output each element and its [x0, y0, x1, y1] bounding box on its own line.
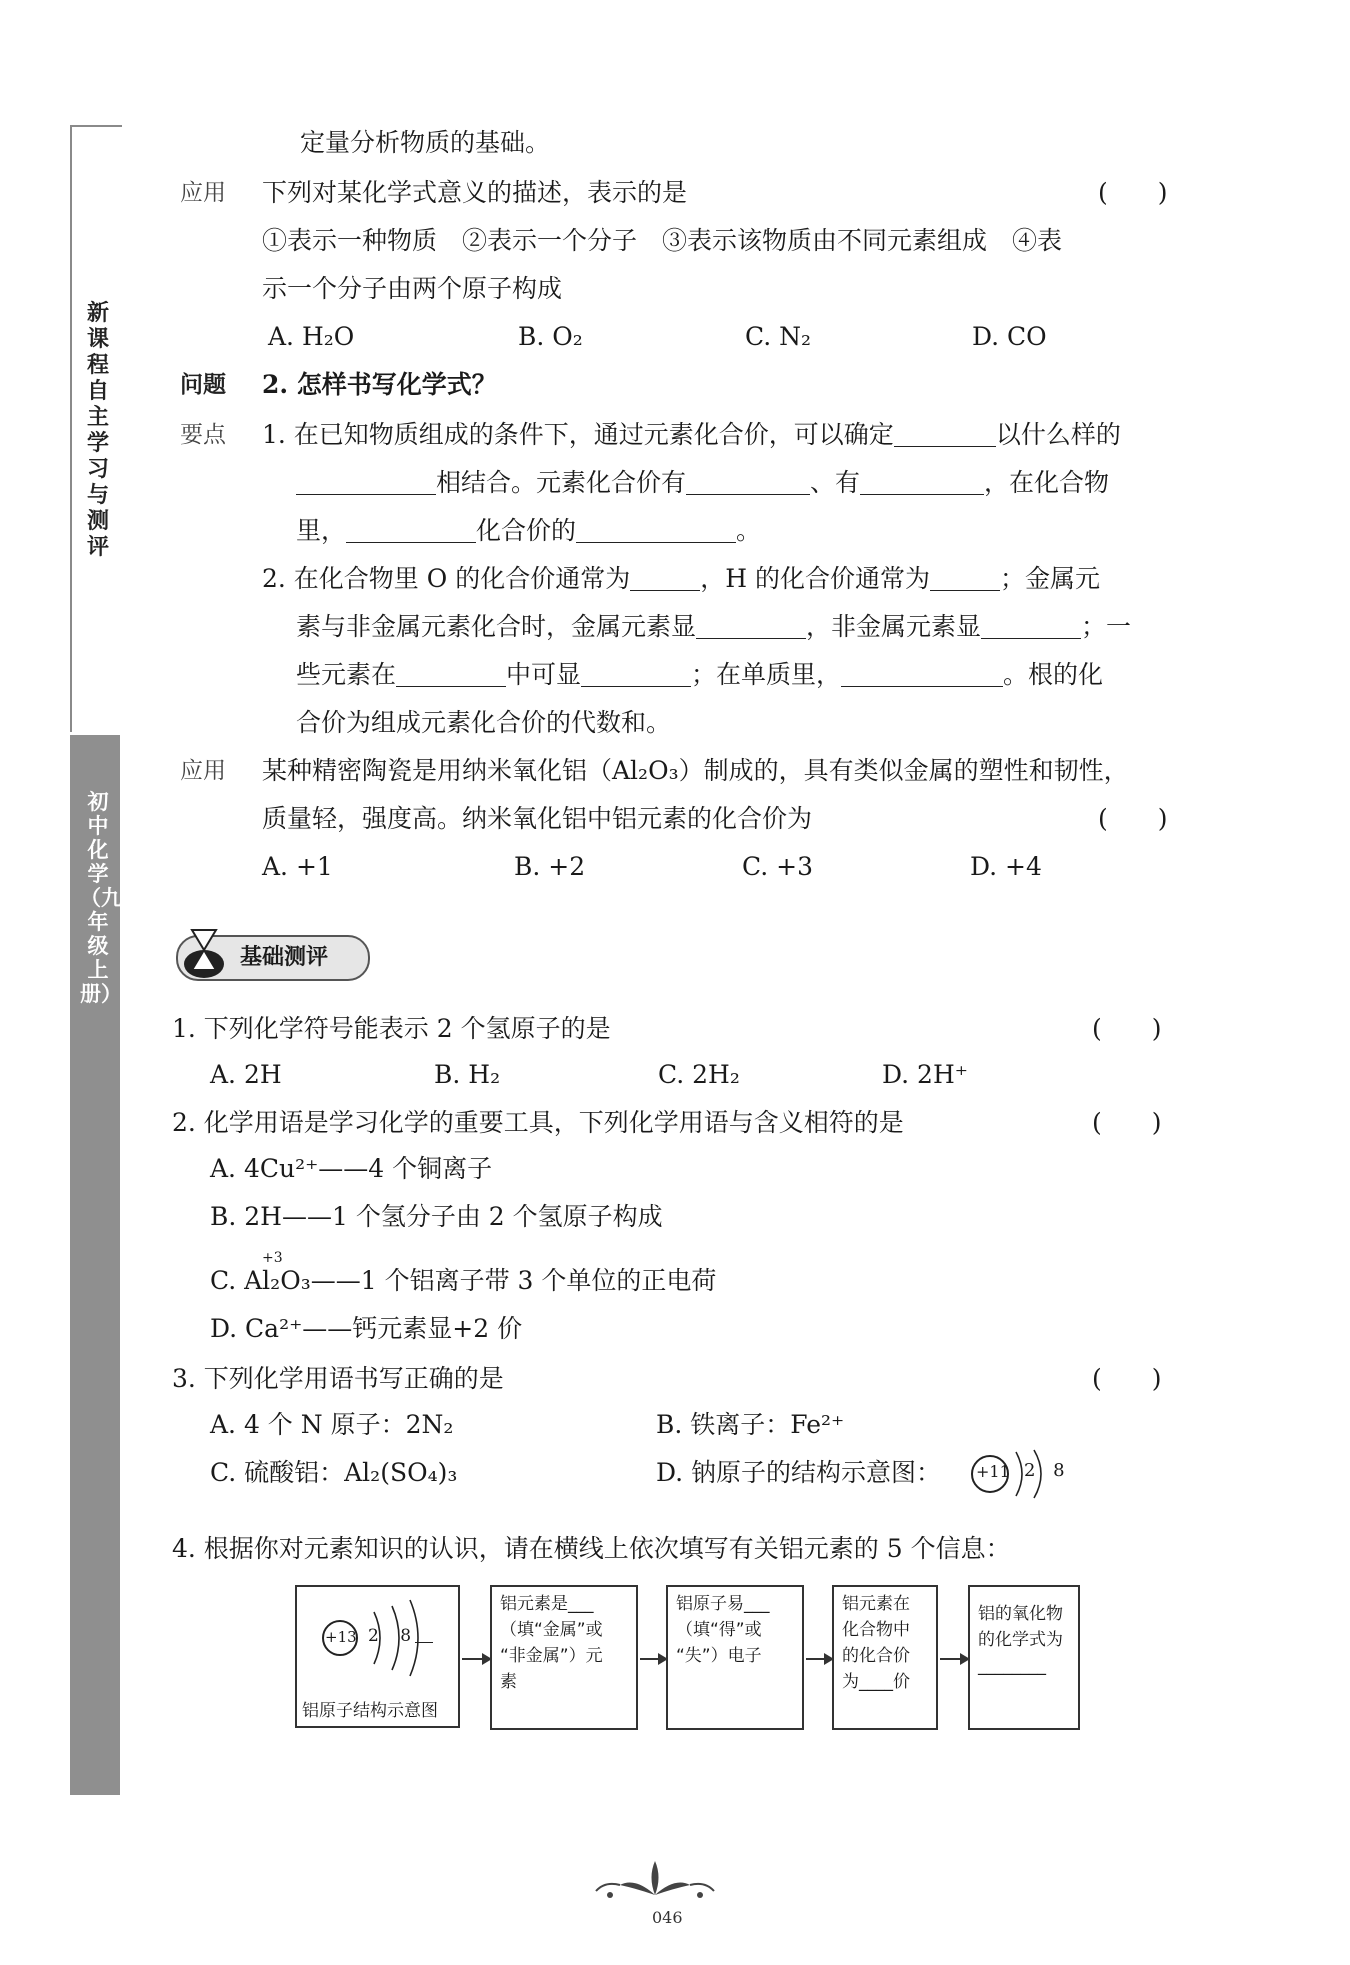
choice-a: A. 2H	[210, 1060, 282, 1089]
answer-paren: ( )	[1098, 178, 1168, 207]
aluminium-nucleus: +13	[325, 1628, 357, 1646]
page-number: 046	[652, 1908, 683, 1927]
q2-stem: 2. 化学用语是学习化学的重要工具，下列化学用语与含义相符的是	[172, 1108, 904, 1137]
valence-mark: +3	[262, 1250, 283, 1266]
q2-option-c: C. Al₂O₃——1 个铝离子带 3 个单位的正电荷	[210, 1266, 717, 1295]
box-line: 素	[500, 1672, 517, 1692]
app1-options-line2: 示一个分子由两个原子构成	[262, 274, 563, 303]
box-line: （填“得”或	[676, 1620, 762, 1640]
answer-paren: ( )	[1092, 1014, 1162, 1043]
q2-option-d: D. Ca²⁺——钙元素显+2 价	[210, 1314, 523, 1343]
aluminium-shell-blank	[415, 1642, 433, 1643]
app2-line1: 某种精密陶瓷是用纳米氧化铝（Al₂O₃）制成的，具有类似金属的塑性和韧性，	[262, 756, 1129, 785]
box-line: 铝元素是___	[500, 1594, 594, 1614]
answer-paren: ( )	[1098, 804, 1168, 833]
question-text: 2. 怎样书写化学式？	[262, 370, 497, 399]
answer-paren: ( )	[1092, 1108, 1162, 1137]
key-points-label: 要点	[180, 422, 226, 448]
choice-d: D. +4	[970, 852, 1042, 881]
box-line: 为____价	[842, 1672, 910, 1692]
application-label: 应用	[180, 180, 226, 206]
flow-box-oxide	[968, 1585, 1080, 1730]
question-label: 问题	[180, 371, 226, 398]
key1-line1: 1. 在已知物质组成的条件下，通过元素化合价，可以确定 以什么样的	[262, 420, 1121, 449]
choice-d: D. CO	[972, 322, 1047, 351]
sodium-nucleus: +11	[976, 1462, 1010, 1481]
app1-stem: 下列对某化学式意义的描述，表示的是	[262, 178, 688, 207]
application-label-2: 应用	[180, 758, 226, 784]
key2-line1: 2. 在化合物里 O 的化合价通常为 ，H 的化合价通常为 ；金属元	[262, 564, 1100, 593]
continuation-line: 定量分析物质的基础。	[300, 128, 551, 157]
key1-line3: 里， 化合价的 。	[296, 516, 762, 545]
arrow-icon	[462, 1658, 490, 1660]
q2-option-a: A. 4Cu²⁺——4 个铜离子	[210, 1154, 493, 1183]
choice-b: B. H₂	[434, 1060, 501, 1089]
box-line: “失”）电子	[676, 1646, 762, 1666]
box-line: ________	[978, 1656, 1046, 1676]
box-line: 的化合价	[842, 1646, 910, 1666]
box-line: 铝的氧化物	[978, 1604, 1063, 1624]
q3-option-b: B. 铁离子：Fe²⁺	[656, 1410, 845, 1439]
sodium-shells: 2 8	[1024, 1460, 1071, 1481]
q3-option-d: D. 钠原子的结构示意图：	[656, 1458, 942, 1487]
app2-line2: 质量轻，强度高。纳米氧化铝中铝元素的化合价为	[262, 804, 813, 833]
choice-b: B. O₂	[518, 322, 583, 351]
hourglass-icon	[182, 922, 226, 982]
answer-paren: ( )	[1092, 1364, 1162, 1393]
box-line: “非金属”）元	[500, 1646, 603, 1666]
q4-stem: 4. 根据你对元素知识的认识，请在横线上依次填写有关铝元素的 5 个信息：	[172, 1534, 1011, 1563]
box-line: 化合物中	[842, 1620, 910, 1640]
choice-c: C. 2H₂	[658, 1060, 740, 1089]
q3-option-a: A. 4 个 N 原子：2N₂	[210, 1410, 454, 1439]
choice-d: D. 2H⁺	[882, 1060, 968, 1089]
ornament-icon	[590, 1855, 720, 1907]
choice-b: B. +2	[514, 852, 586, 881]
q2-option-b: B. 2H——1 个氢分子由 2 个氢原子构成	[210, 1202, 663, 1231]
key2-line2: 素与非金属元素化合时，金属元素显 ，非金属元素显 ；一	[296, 612, 1132, 641]
box-line: （填“金属”或	[500, 1620, 603, 1640]
key2-line3: 些元素在 中可显 ；在单质里， 。根的化	[296, 660, 1104, 689]
choice-c: C. +3	[742, 852, 813, 881]
aluminium-shells: 2 8	[368, 1626, 420, 1646]
key2-line4: 合价为组成元素化合价的代数和。	[296, 708, 672, 737]
app1-options-line1: ①表示一种物质 ②表示一个分子 ③表示该物质由不同元素组成 ④表	[262, 226, 1063, 255]
box-line: 铝原子易___	[676, 1594, 770, 1614]
arrow-icon	[940, 1658, 968, 1660]
flow-box-metal-type	[490, 1585, 638, 1730]
box-line: 铝元素在	[842, 1594, 910, 1614]
box-line: 的化学式为	[978, 1630, 1063, 1650]
q3-option-c: C. 硫酸铝：Al₂(SO₄)₃	[210, 1458, 458, 1487]
series-title: 新课程自主学习与测评	[86, 300, 109, 560]
section-title: 基础测评	[240, 945, 329, 970]
q1-stem: 1. 下列化学符号能表示 2 个氢原子的是	[172, 1014, 611, 1043]
arrow-icon	[806, 1658, 832, 1660]
choice-a: A. H₂O	[268, 322, 355, 351]
flow-box-electron	[666, 1585, 804, 1730]
flow-box-valence	[832, 1585, 938, 1730]
arrow-icon	[640, 1658, 666, 1660]
book-title: 初中化学（九年级上册）	[80, 789, 122, 1006]
choice-c: C. N₂	[745, 322, 812, 351]
choice-a: A. +1	[262, 852, 333, 881]
structure-caption: 铝原子结构示意图	[302, 1701, 438, 1721]
q3-stem: 3. 下列化学用语书写正确的是	[172, 1364, 504, 1393]
key1-line2: 相结合。元素化合价有 、有 ，在化合物	[296, 466, 1109, 500]
